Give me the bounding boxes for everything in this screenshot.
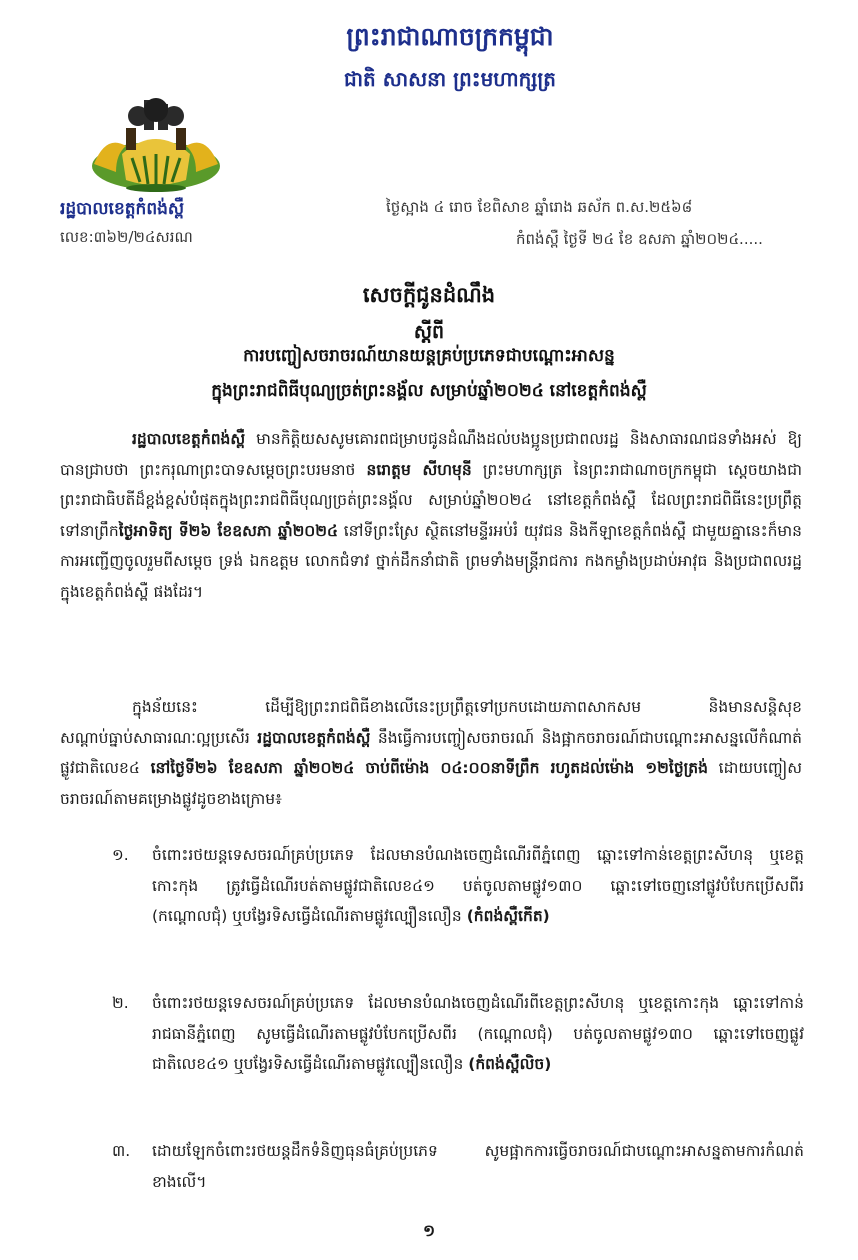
list-item-number: ១. — [112, 846, 129, 864]
paragraph-announcement — [60, 424, 802, 607]
paragraph-traffic-diversion — [60, 692, 802, 814]
list-item-number: ២. — [112, 994, 129, 1012]
paragraph-text: នឹងធ្វើការបញ្ចៀសចរាចរណ៍ និងផ្អាកចរាចរណ៍ជាបណ្តោះអាសន្នលើកំណាត់ផ្លូវជាតិលេខ៤ — [60, 728, 802, 777]
king-name: នរោត្តម សីហមុនី — [366, 460, 472, 479]
page-number: ១ — [422, 1221, 436, 1240]
reference-number: លេខ:៣៦២/២៤សរណ — [60, 228, 193, 246]
paragraph-text: ព្រះមហាក្សត្រ នៃព្រះរាជាណាចក្រកម្ពុជា ស្តេចយាងជាព្រះរាជាធិបតីដ៏ខ្ពង់ខ្ពស់បំផុតក្នុងព្រះរាជពិធីបុណ្យច្រត់ព្រះនង្គ័ល សម្រាប់ឆ្នាំ២០២៤ នៅខេត្តកំពង់ស្ពឺ ដែលព្រះរាជពិធីនេះប្រព្រឹត្តទៅនាព្រឹក — [60, 460, 802, 540]
paragraph-text: ក្នុងន័យនេះ ដើម្បីឱ្យព្រះរាជពិធីខាងលើនេះប្រព្រឹត្តទៅប្រកបដោយភាពសាកសម និងមានសន្តិសុខ សណ្តាប់ធ្នាប់សាធារណៈល្អប្រសើរ — [60, 698, 802, 747]
national-motto: ជាតិ សាសនា ព្រះមហាក្សត្រ — [344, 67, 556, 91]
notice-subject-line-2: ក្នុងព្រះរាជពិធីបុណ្យច្រត់ព្រះនង្គ័ល សម្រាប់ឆ្នាំ២០២៤ នៅខេត្តកំពង់ស្ពឺ — [211, 381, 647, 401]
issuer-name: រដ្ឋបាលខេត្តកំពង់ស្ពឺ — [60, 199, 185, 219]
list-item-route-note: (កំពង់ស្ពឺលិច) — [468, 1055, 552, 1073]
diversion-time: នៅថ្ងៃទី២៦ ខែឧសភា ឆ្នាំ២០២៤ ចាប់ពីម៉ោង ០៤:០០នាទីព្រឹក រហូតដល់ម៉ោង ១២ថ្ងៃត្រង់ — [150, 759, 708, 777]
paragraph-text: មានកិត្តិយសសូមគោរពជម្រាបជូនដំណឹងដល់បងប្អូនប្រជាពលរដ្ឋ និងសាធារណជនទាំងអស់ ឱ្យបានជ្រាបថា ព្រះករុណាព្រះបាទសម្តេចព្រះបរមនាថ — [60, 430, 802, 479]
solar-date: កំពង់ស្ពឺ ថ្ងៃទី ២៤ ខែ ឧសភា ឆ្នាំ២០២៤..... — [516, 230, 763, 248]
paragraph-text: ដោយបញ្ចៀសចរាចរណ៍តាមគម្រោងផ្លូវដូចខាងក្រោម៖ — [60, 759, 802, 808]
list-item-route-note: (កំពង់ស្ពឺកើត) — [466, 907, 550, 925]
list-item — [112, 840, 804, 932]
list-item-text: ដោយឡែកចំពោះរថយន្តដឹកទំនិញធុនធំគ្រប់ប្រភេទ សូមផ្អាកការធ្វើចរាចរណ៍ជាបណ្តោះអាសន្នតាមការកំណត់ខាងលើ។ — [152, 1142, 804, 1191]
paragraph-text: នៅទីព្រះស្រែ ស្ថិតនៅមន្ទីរអប់រំ យុវជន និងកីឡាខេត្តកំពង់ស្ពឺ ជាមួយគ្នានេះក៏មានការអញ្ជើញចូលរួមពីសម្តេច ទ្រង់ ឯកឧត្តម លោកជំទាវ ថ្នាក់ដឹកនាំជាតិ ព្រមទាំងមន្ត្រីរាជការ កងកម្លាំងប្រដាប់អាវុធ និងប្រជាពលរដ្ឋក្នុងខេត្តកំពង់ស្ពឺ ផងដែរ។ — [60, 521, 803, 601]
ceremony-date: ថ្ងៃអាទិត្យ ទី២៦ ខែឧសភា ឆ្នាំ២០២៤ — [118, 521, 338, 540]
issuer-inline: រដ្ឋបាលខេត្តកំពង់ស្ពឺ — [257, 728, 371, 747]
notice-subject-label: ស្តីពី — [413, 321, 445, 343]
list-item — [112, 988, 804, 1080]
list-item-number: ៣. — [112, 1142, 131, 1160]
kingdom-header: ព្រះរាជាណាចក្រកម្ពុជា — [346, 22, 554, 51]
provincial-emblem-icon — [86, 94, 226, 194]
issuer-lead: រដ្ឋបាលខេត្តកំពង់ស្ពឺ — [132, 430, 246, 448]
list-item-text: ចំពោះរថយន្តទេសចរណ៍គ្រប់ប្រភេទ ដែលមានបំណងចេញដំណើរពីខេត្តព្រះសីហនុ ឬខេត្តកោះកុង ឆ្ពោះទៅកាន់រាជធានីភ្នំពេញ សូមធ្វើដំណើរតាមផ្លូវបំបែកប្រើសពីរ (កណ្តោលជុំ) បត់ចូលតាមផ្លូវ១៣០ ឆ្ពោះទៅចេញផ្លូវជាតិលេខ៤១ ឬបង្វែរទិសធ្វើដំណើរតាមផ្លូវល្បឿនលឿន — [152, 994, 804, 1073]
list-item — [112, 1136, 804, 1197]
list-item-text: ចំពោះរថយន្តទេសចរណ៍គ្រប់ប្រភេទ ដែលមានបំណងចេញដំណើរពីភ្នំពេញ ឆ្ពោះទៅកាន់ខេត្តព្រះសីហនុ ឬខេត្តកោះកុង ត្រូវធ្វើដំណើរបត់តាមផ្លូវជាតិលេខ៤១ បត់ចូលតាមផ្លូវ១៣០ ឆ្ពោះទៅចេញនៅផ្លូវបំបែកប្រើសពីរ (កណ្តោលជុំ) ឬបង្វែរទិសធ្វើដំណើរតាមផ្លូវល្បឿនលឿន — [152, 846, 804, 925]
lunar-date: ថ្ងៃស្អាង ៤ រោច ខែពិសាខ ឆ្នាំរោង ឆស័ក ព.ស.២៥៦៨ — [386, 198, 693, 216]
notice-subject-line-1: ការបញ្ចៀសចរាចរណ៍យានយន្តគ្រប់ប្រភេទជាបណ្តោះអាសន្ន — [243, 346, 615, 366]
notice-title: សេចក្តីជូនដំណឹង — [362, 283, 496, 307]
